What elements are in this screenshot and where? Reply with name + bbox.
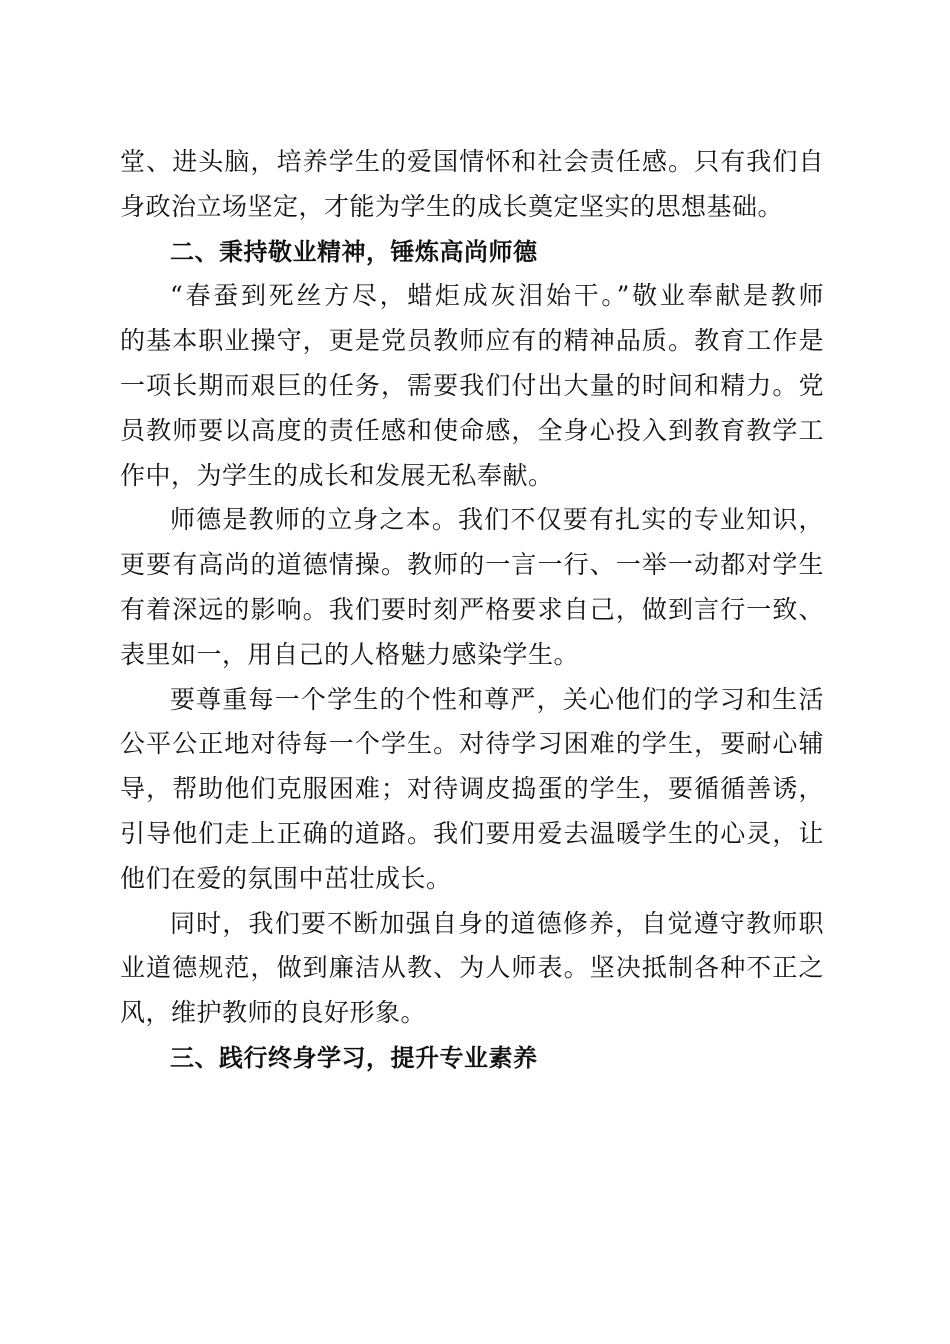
paragraph-line: 师德是教师的立身之本。我们不仅要有扎实的专业知识，: [170, 505, 824, 535]
paragraph-line: 导，帮助他们克服困难；对待调皮捣蛋的学生，要循循善诱，: [120, 774, 824, 804]
paragraph-line: 同时，我们要不断加强自身的道德修养，自觉遵守教师职: [170, 908, 824, 938]
paragraph-line: 堂、进头脑，培养学生的爱国情怀和社会责任感。只有我们自: [120, 147, 824, 176]
paragraph-line: 要尊重每一个学生的个性和尊严，关心他们的学习和生活: [170, 684, 824, 714]
document-body: [120, 140, 824, 1081]
paragraph-line: 身政治立场坚定，才能为学生的成长奠定坚实的思想基础。: [120, 191, 784, 221]
paragraph-line: 的基本职业操守，更是党员教师应有的精神品质。教育工作是: [120, 326, 824, 356]
section-heading-2: 二、秉持敬业精神，锤炼高尚师德: [170, 237, 538, 266]
paragraph-line: 更要有高尚的道德情操。教师的一言一行、一举一动都对学生: [120, 550, 824, 580]
paragraph-line: “春蚕到死丝方尽，蜡炬成灰泪始干。”敬业奉献是教师: [170, 281, 824, 311]
paragraph-line: 一项长期而艰巨的任务，需要我们付出大量的时间和精力。党: [120, 370, 824, 400]
paragraph-line: 表里如一，用自己的人格魅力感染学生。: [120, 639, 580, 669]
paragraph-line: 引导他们走上正确的道路。我们要用爱去温暖学生的心灵，让: [120, 818, 824, 848]
paragraph-line: 他们在爱的氛围中茁壮成长。: [120, 863, 452, 893]
paragraph-line: 风，维护教师的良好形象。: [120, 998, 427, 1028]
paragraph-line: 公平公正地对待每一个学生。对待学习困难的学生，要耐心辅: [120, 729, 824, 759]
section-heading-3: 三、践行终身学习，提升专业素养: [170, 1043, 538, 1072]
paragraph-line: 员教师要以高度的责任感和使命感，全身心投入到教育教学工: [120, 415, 824, 445]
paragraph-line: 作中，为学生的成长和发展无私奉献。: [120, 460, 554, 490]
paragraph-line: 有着深远的影响。我们要时刻严格要求自己，做到言行一致、: [120, 594, 824, 624]
paragraph-line: 业道德规范，做到廉洁从教、为人师表。坚决抵制各种不正之: [120, 953, 824, 983]
